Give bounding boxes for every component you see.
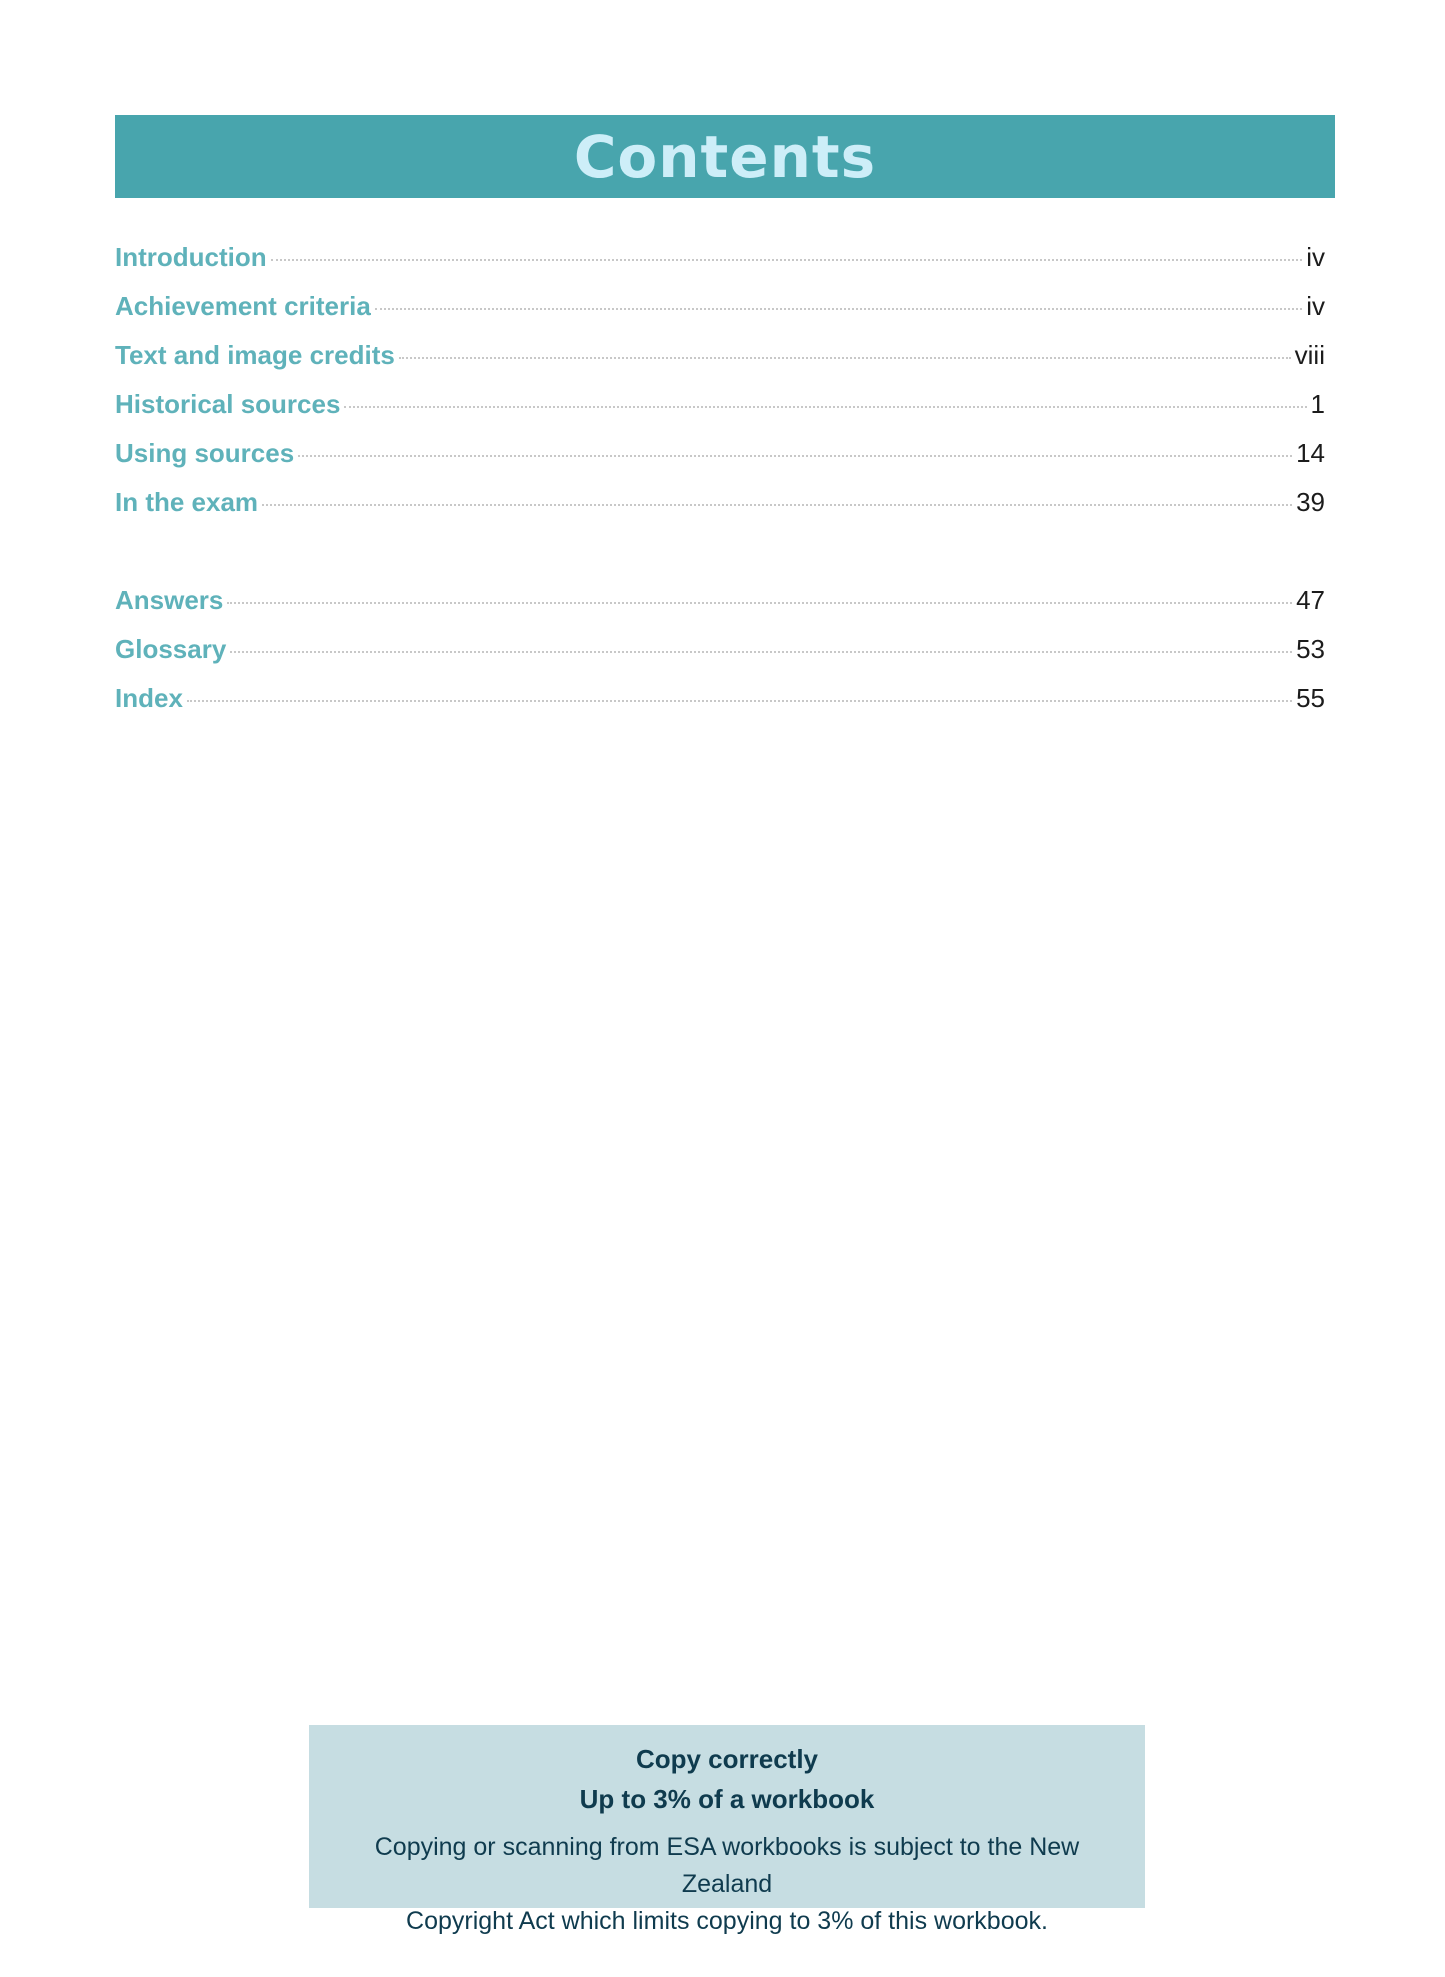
toc-entry-page: 1 [1310,389,1325,419]
dot-leader [271,259,1303,261]
toc-entry-page: 39 [1296,487,1325,517]
copy-notice-box [309,1725,1145,1935]
toc-entry-label: Historical sources [115,389,341,419]
copy-notice-heading: Copy correctly [635,1744,819,1774]
toc-entry-label: Achievement criteria [115,291,371,321]
toc-group-back-matter [115,585,1325,732]
toc-entry-index[interactable] [115,683,1325,732]
dot-leader [344,406,1306,408]
toc-entry-page: iv [1306,242,1325,272]
toc-entry-in-the-exam[interactable] [115,487,1325,536]
dot-leader [262,504,1292,506]
toc-entry-page: viii [1294,340,1325,370]
toc-group-main [115,242,1325,536]
toc-entry-label: Answers [115,585,224,615]
toc-entry-page: 47 [1296,585,1325,615]
toc-entry-label: Glossary [115,634,227,664]
toc-entry-glossary[interactable] [115,634,1325,683]
page-title: Contents [573,122,877,191]
toc-entry-page: iv [1306,291,1325,321]
contents-title-bar [115,115,1335,198]
toc-entry-page: 14 [1296,438,1325,468]
dot-leader [227,602,1292,604]
toc-entry-using-sources[interactable] [115,438,1325,487]
toc-entry-page: 55 [1296,683,1325,713]
dot-leader [375,308,1302,310]
toc-entry-introduction[interactable] [115,242,1325,291]
toc-entry-label: Text and image credits [115,340,395,370]
toc-entry-answers[interactable] [115,585,1325,634]
toc-entry-historical-sources[interactable] [115,389,1325,438]
toc-entry-label: In the exam [115,487,259,517]
table-of-contents [115,242,1325,732]
copy-notice-body-line-1: Copying or scanning from ESA workbooks is subject to the New Zealand [374,1833,1080,1898]
toc-entry-page: 53 [1296,634,1325,664]
copy-notice-body [309,1829,1145,1940]
toc-entry-label: Introduction [115,242,267,272]
dot-leader [230,651,1292,653]
copy-notice-body-line-2: Copyright Act which limits copying to 3% of this workbook. [406,1907,1048,1935]
copy-notice-subheading: Up to 3% of a workbook [579,1784,875,1814]
dot-leader [399,357,1291,359]
toc-entry-label: Using sources [115,438,295,468]
toc-entry-label: Index [115,683,183,713]
toc-entry-achievement-criteria[interactable] [115,291,1325,340]
dot-leader [298,455,1292,457]
dot-leader [187,700,1292,702]
toc-entry-text-and-image-credits[interactable] [115,340,1325,389]
